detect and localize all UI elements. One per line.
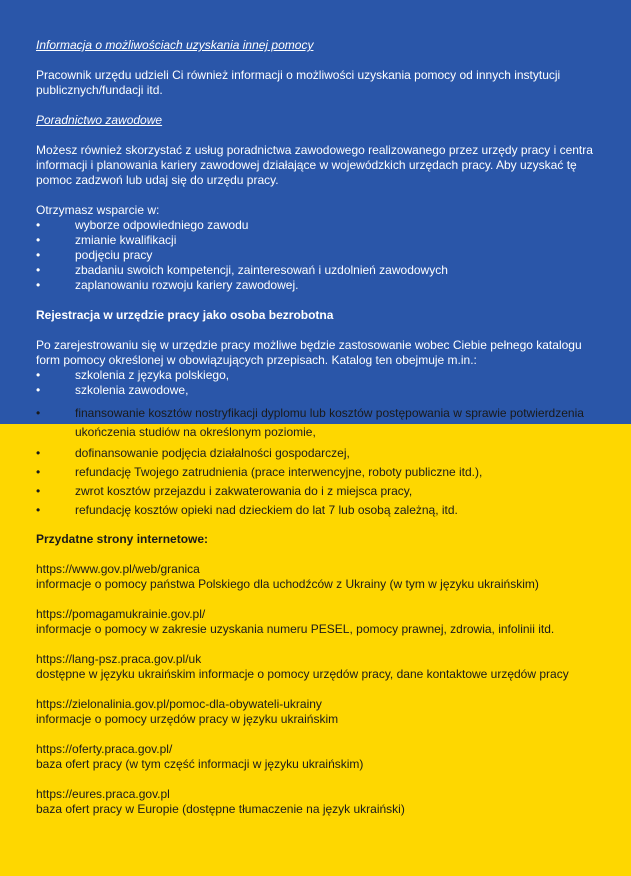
heading-websites: Przydatne strony internetowe: (36, 531, 209, 546)
document-page (36, 38, 608, 817)
website-entry (36, 562, 608, 592)
website-entry (36, 787, 608, 817)
website-entry (36, 652, 608, 682)
website-description: dostępne w języku ukraińskim informacje o pomocy urzędów pracy, dane kontaktowe urzędów pracy (36, 666, 569, 681)
list-item: • zbadaniu swoich kompetencji, zainteresowań i uzdolnień zawodowych (36, 263, 608, 278)
list-item: • refundację Twojego zatrudnienia (prace interwencyjne, roboty publiczne itd.), (36, 465, 608, 481)
list-item: • finansowanie kosztów nostryfikacji dyplomu lub kosztów postępowania w sprawie potwierdzenia ukończenia studiów na określonym poziomie, (36, 404, 608, 442)
heading-other-help: Informacja o możliwościach uzyskania innej pomocy (36, 38, 314, 52)
list-item: • refundację kosztów opieki nad dzieckiem do lat 7 lub osobą zależną, itd. (36, 503, 608, 519)
heading-registration: Rejestracja w urzędzie pracy jako osoba bezrobotna (36, 308, 334, 322)
paragraph-career-guidance: Możesz również skorzystać z usług poradnictwa zawodowego realizowanego przez urzędy pracy i centra informacji i planowania kariery zawodowej działające w wojewódzkich urzędach pracy. Aby uzyskać tę pomoc zadzwoń lub udaj się do urzędu pracy. (36, 143, 593, 187)
blue-section (36, 38, 608, 398)
paragraph-registration: Po zarejestrowaniu się w urzędzie pracy możliwe będzie zastosowanie wobec Ciebie pełnego katalogu form pomocy określonej w obowiązujących przepisach. Katalog ten obejmuje m.in.: (36, 338, 582, 367)
website-entry (36, 742, 608, 772)
website-url[interactable]: https://oferty.praca.gov.pl/ (36, 741, 173, 756)
website-description: baza ofert pracy (w tym część informacji w języku ukraińskim) (36, 756, 364, 771)
catalog-list-blue (36, 368, 608, 398)
list-item: • zmianie kwalifikacji (36, 233, 608, 248)
website-entry (36, 697, 608, 727)
catalog-list-yellow (36, 404, 608, 518)
list-item: • wyborze odpowiedniego zawodu (36, 218, 608, 233)
list-item: • szkolenia zawodowe, (36, 383, 608, 398)
list-item: • dofinansowanie podjęcia działalności gospodarczej, (36, 446, 608, 462)
website-url[interactable]: https://eures.praca.gov.pl (36, 786, 170, 801)
website-description: informacje o pomocy państwa Polskiego dla uchodźców z Ukrainy (w tym w języku ukraińskim) (36, 576, 539, 591)
paragraph-other-help: Pracownik urzędu udzieli Ci również informacji o możliwości uzyskania pomocy od innych instytucji publicznych/fundacji itd. (36, 68, 561, 97)
website-description: informacje o pomocy w zakresie uzyskania numeru PESEL, pomocy prawnej, zdrowia, infolinii itd. (36, 621, 555, 636)
support-list (36, 218, 608, 293)
website-description: baza ofert pracy w Europie (dostępne tłumaczenie na język ukraiński) (36, 801, 405, 816)
website-url[interactable]: https://zielonalinia.gov.pl/pomoc-dla-obywateli-ukrainy (36, 696, 322, 711)
support-intro: Otrzymasz wsparcie w: (36, 203, 160, 217)
list-item: • zwrot kosztów przejazdu i zakwaterowania do i z miejsca pracy, (36, 484, 608, 500)
yellow-section (36, 404, 608, 817)
website-url[interactable]: https://www.gov.pl/web/granica (36, 561, 200, 576)
website-url[interactable]: https://pomagamukrainie.gov.pl/ (36, 606, 206, 621)
heading-career-guidance: Poradnictwo zawodowe (36, 113, 163, 127)
website-url[interactable]: https://lang-psz.praca.gov.pl/uk (36, 651, 202, 666)
website-entry (36, 607, 608, 637)
list-item: • szkolenia z języka polskiego, (36, 368, 608, 383)
list-item: • podjęciu pracy (36, 248, 608, 263)
list-item: • zaplanowaniu rozwoju kariery zawodowej. (36, 278, 608, 293)
website-description: informacje o pomocy urzędów pracy w języku ukraińskim (36, 711, 339, 726)
